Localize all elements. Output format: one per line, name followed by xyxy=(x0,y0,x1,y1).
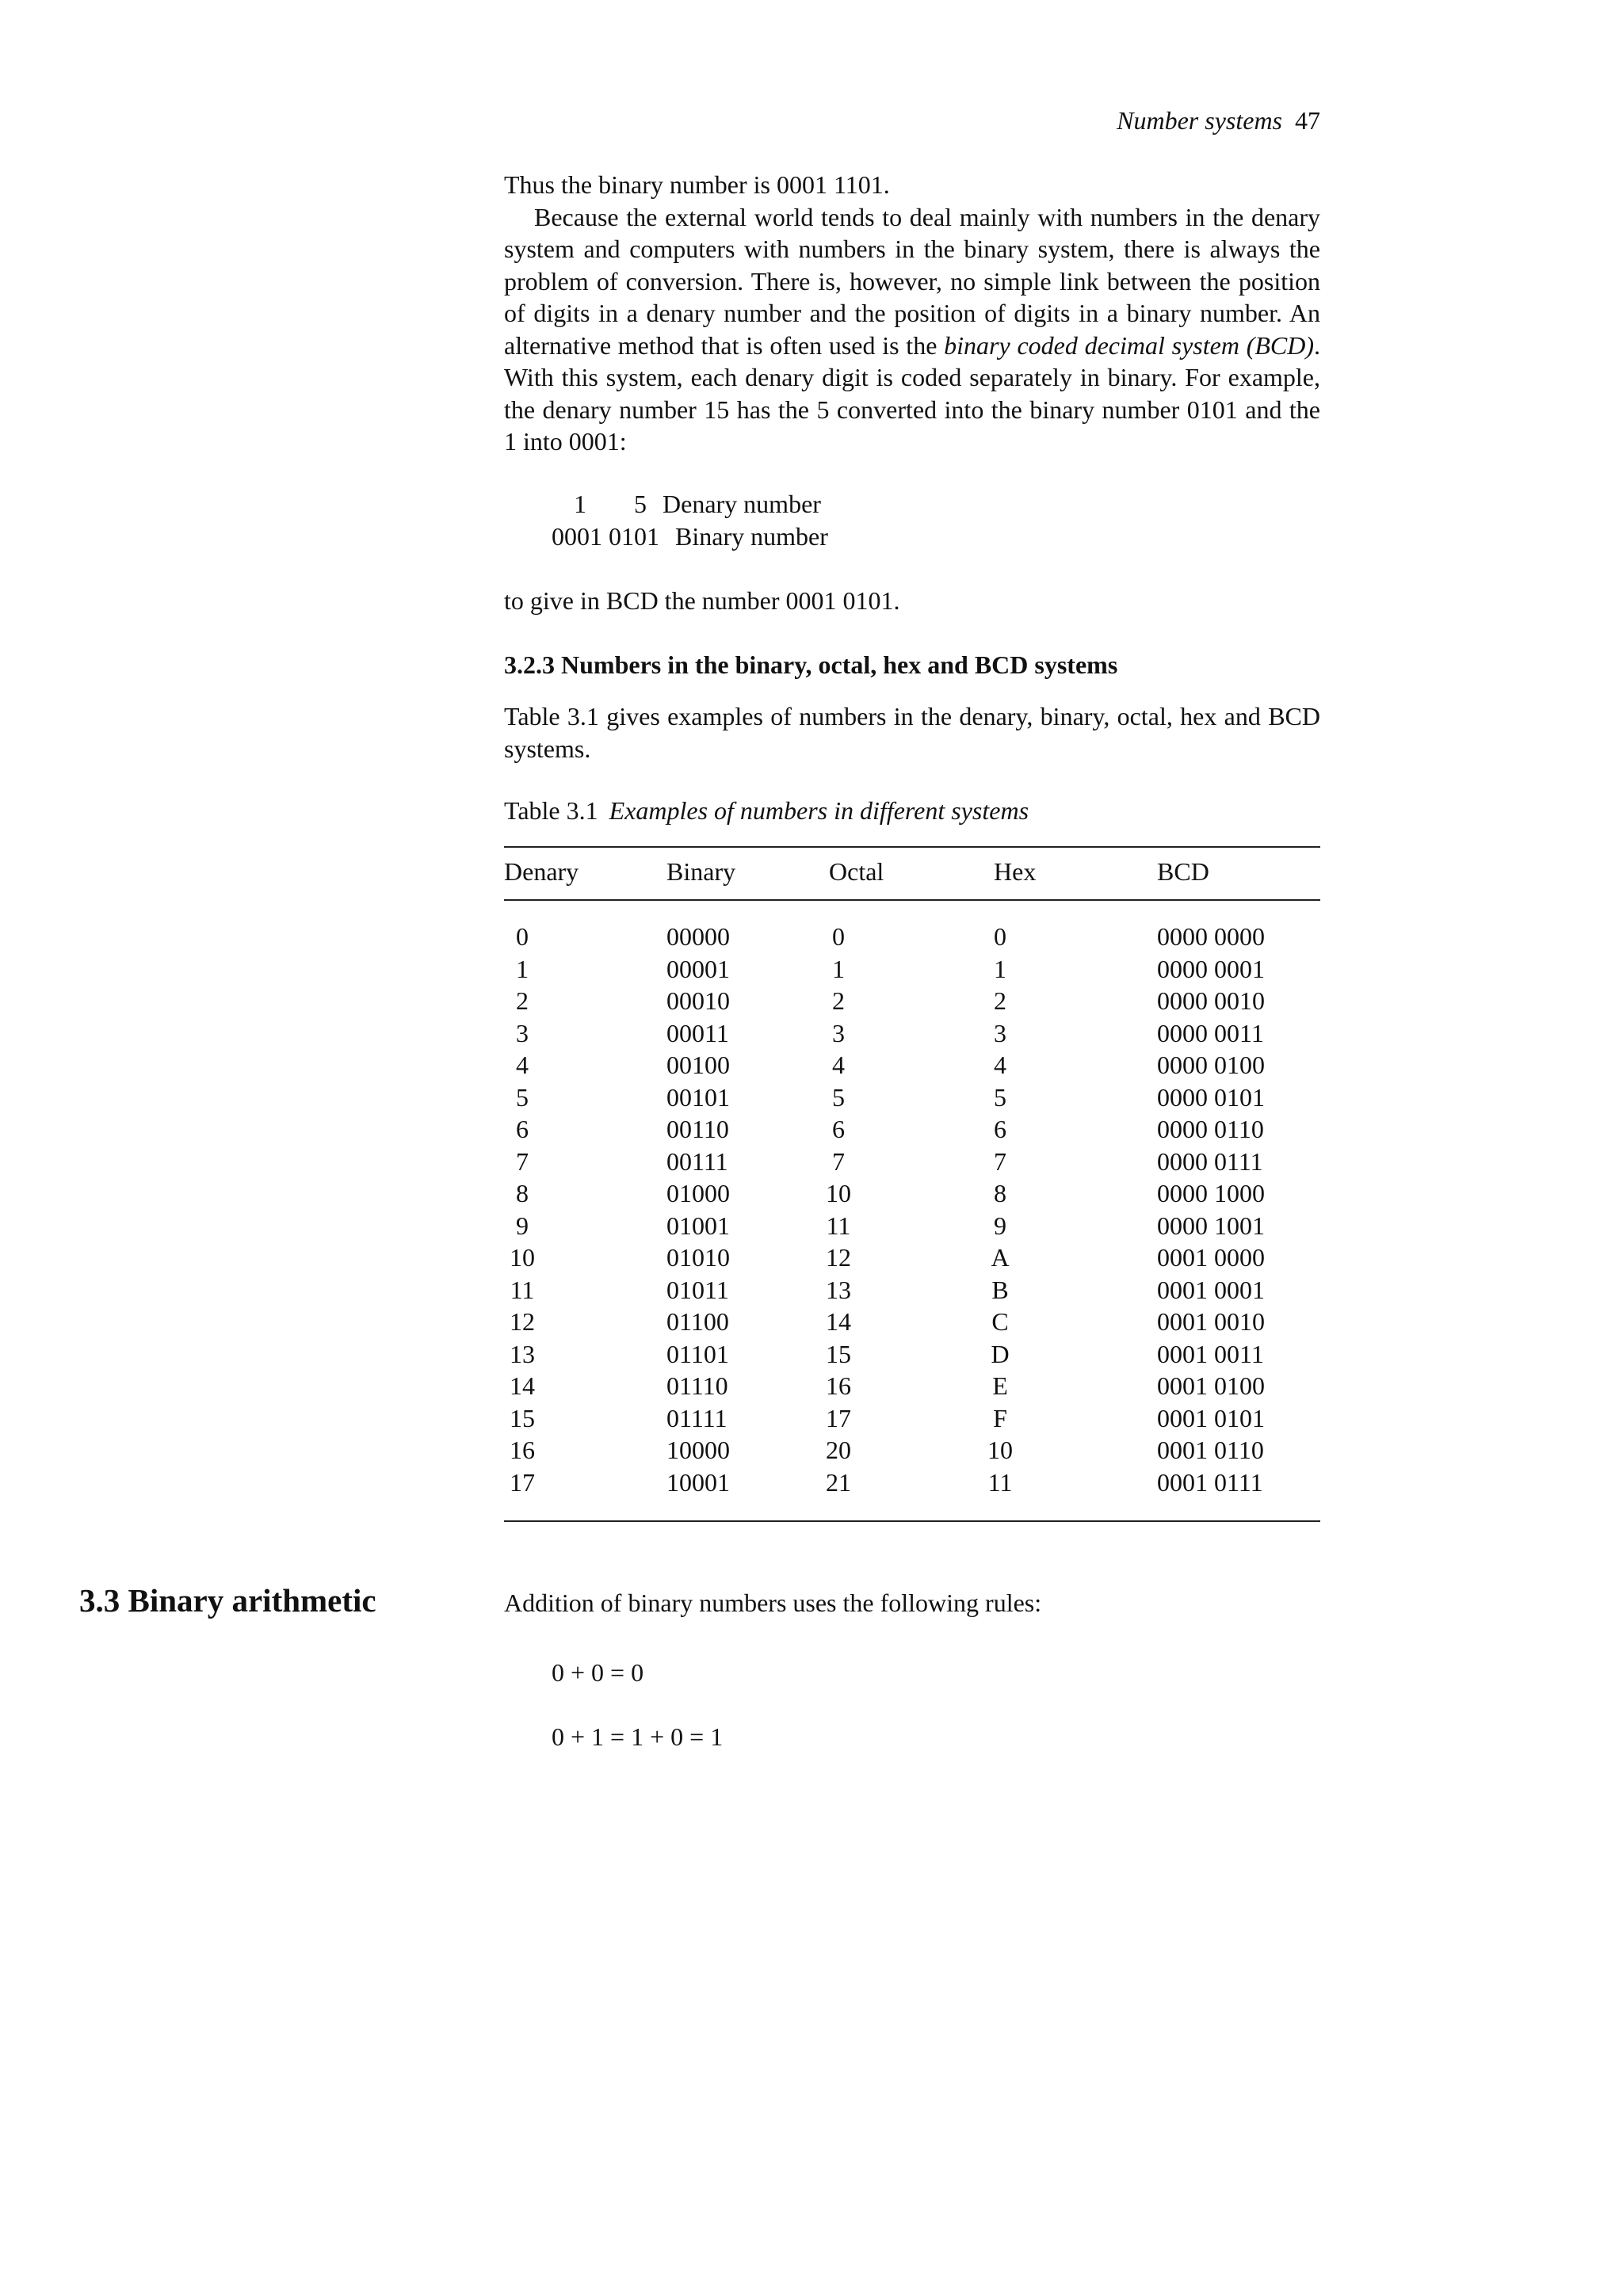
table-row xyxy=(504,1241,1320,1274)
cell-denary: 13 xyxy=(510,1339,535,1368)
cell-denary: 4 xyxy=(516,1051,529,1079)
running-head-title: Number systems xyxy=(1117,106,1282,135)
cell-bcd: 0000 1001 xyxy=(1157,1211,1265,1240)
cell-octal: 15 xyxy=(826,1339,851,1368)
cell-hex: 5 xyxy=(994,1082,1006,1112)
bcd-example-label: Binary number xyxy=(675,521,828,551)
table-caption-title: Examples of numbers in different systems xyxy=(609,796,1029,825)
cell-denary: 1 xyxy=(516,954,529,983)
table-row xyxy=(504,1338,1320,1371)
paragraph-2-text-b: . With this system, each denary digit is coded separately in binary. For example, the denary number 15 has the 5 converted into the binary number 0101 and the 1 into 0001: xyxy=(504,330,1321,456)
cell-hex: 3 xyxy=(994,1018,1006,1047)
paragraph-1: Thus the binary number is 0001 1101. xyxy=(504,170,890,199)
cell-hex: E xyxy=(992,1371,1008,1400)
cell-bcd: 0001 0011 xyxy=(1157,1339,1264,1368)
table-header-denary: Denary xyxy=(504,857,579,886)
cell-hex: 10 xyxy=(987,1436,1013,1464)
subsection-intro: Table 3.1 gives examples of numbers in the denary, binary, octal, hex and BCD systems. xyxy=(504,702,1320,763)
cell-denary: 11 xyxy=(510,1275,535,1304)
table-row xyxy=(504,1177,1320,1210)
cell-denary: 14 xyxy=(510,1371,535,1400)
cell-octal: 11 xyxy=(826,1211,851,1240)
cell-hex: 8 xyxy=(994,1179,1006,1207)
cell-hex: 7 xyxy=(994,1146,1006,1176)
table-row xyxy=(504,1017,1320,1050)
cell-denary: 5 xyxy=(516,1082,529,1112)
table-header-hex: Hex xyxy=(994,857,1037,886)
table-caption xyxy=(504,796,1029,826)
cell-octal: 12 xyxy=(826,1243,851,1272)
cell-bcd: 0001 0111 xyxy=(1157,1467,1263,1497)
cell-denary: 6 xyxy=(516,1115,529,1143)
addition-rule-1: 0 + 0 = 0 xyxy=(552,1658,644,1687)
cell-binary: 00111 xyxy=(666,1146,728,1176)
table-row xyxy=(504,1434,1320,1466)
cell-octal: 0 xyxy=(832,922,845,951)
cell-bcd: 0000 0100 xyxy=(1157,1051,1265,1079)
cell-binary: 01000 xyxy=(666,1179,730,1207)
cell-binary: 00011 xyxy=(666,1018,729,1047)
cell-hex: 0 xyxy=(994,922,1006,951)
bcd-example-row xyxy=(552,488,828,521)
bcd-example-row xyxy=(552,521,828,553)
cell-bcd: 0000 0001 xyxy=(1157,954,1265,983)
table-row xyxy=(504,1113,1320,1146)
cell-octal: 4 xyxy=(832,1051,845,1079)
cell-binary: 01010 xyxy=(666,1243,730,1272)
table-caption-label: Table 3.1 xyxy=(504,796,598,825)
cell-hex: 9 xyxy=(994,1211,1006,1240)
section-intro: Addition of binary numbers uses the following rules: xyxy=(504,1589,1042,1617)
cell-octal: 5 xyxy=(832,1082,845,1112)
table-row xyxy=(504,1370,1320,1402)
cell-denary: 16 xyxy=(510,1436,535,1464)
cell-denary: 7 xyxy=(516,1146,529,1176)
cell-bcd: 0001 0000 xyxy=(1157,1243,1265,1272)
section-heading: 3.3 Binary arithmetic xyxy=(79,1582,376,1619)
running-head xyxy=(1117,106,1320,135)
cell-hex: A xyxy=(991,1243,1010,1272)
cell-octal: 3 xyxy=(832,1018,845,1047)
cell-denary: 3 xyxy=(516,1018,529,1047)
cell-binary: 01100 xyxy=(666,1307,729,1336)
table-header-rule xyxy=(504,899,1320,901)
table-header-binary: Binary xyxy=(666,857,736,886)
cell-bcd: 0000 1000 xyxy=(1157,1179,1265,1207)
cell-octal: 13 xyxy=(826,1275,851,1304)
cell-binary: 01001 xyxy=(666,1211,730,1240)
cell-octal: 10 xyxy=(826,1179,851,1207)
cell-binary: 00110 xyxy=(666,1115,729,1143)
cell-hex: 2 xyxy=(994,986,1006,1015)
cell-binary: 00010 xyxy=(666,986,730,1015)
page-number: 47 xyxy=(1295,106,1320,135)
cell-bcd: 0001 0100 xyxy=(1157,1371,1265,1400)
cell-bcd: 0000 0110 xyxy=(1157,1115,1264,1143)
table-row xyxy=(504,1274,1320,1306)
bcd-example-digit-a: 0001 xyxy=(552,521,602,551)
paragraph-2 xyxy=(504,201,1320,458)
cell-bcd: 0001 0101 xyxy=(1157,1403,1265,1432)
addition-rule-2: 0 + 1 = 1 + 0 = 1 xyxy=(552,1722,724,1751)
bcd-example-digit-b: 0101 xyxy=(609,521,659,551)
cell-bcd: 0000 0010 xyxy=(1157,986,1265,1015)
cell-denary: 12 xyxy=(510,1307,535,1336)
cell-octal: 17 xyxy=(826,1403,851,1432)
cell-bcd: 0000 0000 xyxy=(1157,922,1265,951)
paragraph-2-text-a: Because the external world tends to deal mainly with numbers in the denary system and computers with numbers in the binary system, there is always the problem of conversion. There is, however, no simple link between the position of digits in a denary number and the position of digits in a binary number. An alternative method that is often used is the xyxy=(504,202,1320,360)
table-header-octal: Octal xyxy=(829,857,884,886)
table-row xyxy=(504,985,1320,1017)
cell-binary: 00101 xyxy=(666,1082,730,1112)
cell-binary: 00001 xyxy=(666,954,730,983)
table-row xyxy=(504,1306,1320,1338)
cell-octal: 20 xyxy=(826,1436,851,1464)
bcd-example-conclusion: to give in BCD the number 0001 0101. xyxy=(504,586,900,615)
cell-hex: F xyxy=(993,1403,1007,1432)
table-row xyxy=(504,1049,1320,1081)
bcd-example-digit-a: 1 xyxy=(574,490,586,518)
cell-octal: 16 xyxy=(826,1371,851,1400)
cell-octal: 1 xyxy=(832,954,845,983)
cell-bcd: 0001 0110 xyxy=(1157,1436,1264,1464)
table-row xyxy=(504,1210,1320,1242)
table-header-bcd: BCD xyxy=(1157,857,1209,886)
cell-denary: 9 xyxy=(516,1211,529,1240)
cell-denary: 17 xyxy=(510,1467,535,1497)
cell-octal: 14 xyxy=(826,1307,851,1336)
cell-hex: 4 xyxy=(994,1051,1006,1079)
cell-bcd: 0001 0010 xyxy=(1157,1307,1265,1336)
cell-denary: 10 xyxy=(510,1243,535,1272)
table-bottom-rule xyxy=(504,1520,1320,1522)
cell-octal: 7 xyxy=(832,1146,845,1176)
table-row xyxy=(504,1402,1320,1435)
cell-binary: 01111 xyxy=(666,1403,727,1432)
cell-hex: 6 xyxy=(994,1115,1006,1143)
cell-bcd: 0000 0101 xyxy=(1157,1082,1265,1112)
bcd-example-label: Denary number xyxy=(663,490,821,518)
cell-denary: 15 xyxy=(510,1403,535,1432)
body-text xyxy=(504,169,1320,458)
bcd-example-digit-b: 5 xyxy=(634,490,647,518)
cell-denary: 0 xyxy=(516,922,529,951)
table-row xyxy=(504,921,1320,953)
cell-binary: 01011 xyxy=(666,1275,729,1304)
cell-bcd: 0000 0011 xyxy=(1157,1018,1264,1047)
cell-bcd: 0000 0111 xyxy=(1157,1146,1263,1176)
cell-binary: 00000 xyxy=(666,922,730,951)
cell-bcd: 0001 0001 xyxy=(1157,1275,1265,1304)
table-row xyxy=(504,953,1320,986)
cell-hex: 1 xyxy=(994,954,1006,983)
table-row xyxy=(504,1081,1320,1114)
table-row xyxy=(504,1466,1320,1499)
cell-octal: 21 xyxy=(826,1467,851,1497)
cell-hex: D xyxy=(991,1339,1010,1368)
cell-binary: 01101 xyxy=(666,1339,729,1368)
cell-denary: 8 xyxy=(516,1179,529,1207)
cell-binary: 10001 xyxy=(666,1467,730,1497)
cell-binary: 10000 xyxy=(666,1436,730,1464)
cell-hex: B xyxy=(991,1275,1009,1304)
cell-octal: 6 xyxy=(832,1115,845,1143)
cell-hex: 11 xyxy=(987,1467,1013,1497)
cell-hex: C xyxy=(991,1307,1009,1336)
subsection-heading: 3.2.3 Numbers in the binary, octal, hex and BCD systems xyxy=(504,650,1118,679)
paragraph-2-italic-term: binary coded decimal system (BCD) xyxy=(944,330,1315,360)
table-body xyxy=(504,921,1320,1498)
table-row xyxy=(504,1146,1320,1178)
cell-octal: 2 xyxy=(832,986,845,1015)
cell-binary: 01110 xyxy=(666,1371,728,1400)
table-top-rule xyxy=(504,846,1320,848)
cell-denary: 2 xyxy=(516,986,529,1015)
cell-binary: 00100 xyxy=(666,1051,730,1079)
bcd-example xyxy=(552,488,828,552)
